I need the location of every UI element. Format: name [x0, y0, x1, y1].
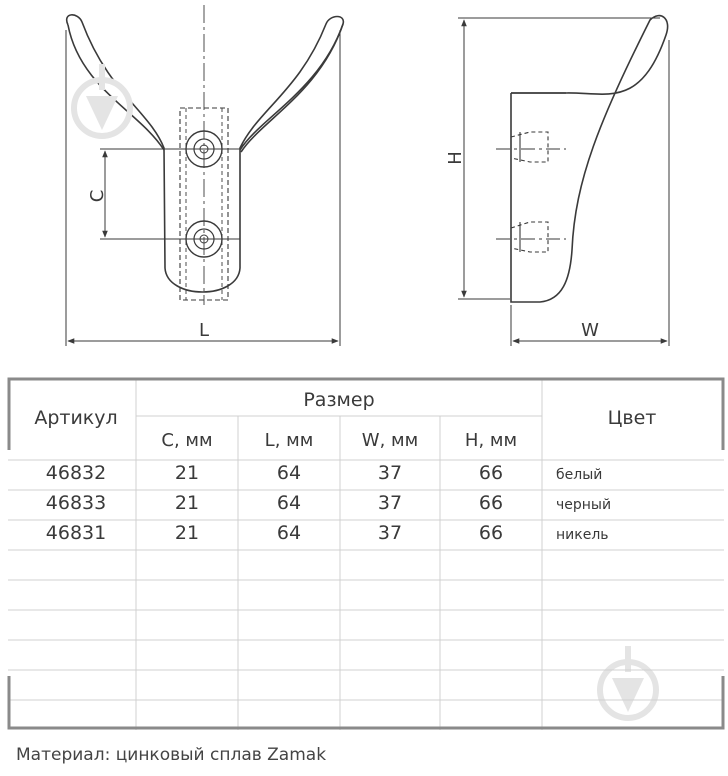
- cell-l: 64: [276, 462, 302, 484]
- header-article: Артикул: [34, 407, 118, 429]
- watermark-logo-icon: [68, 58, 136, 148]
- header-l: L, мм: [264, 430, 314, 451]
- cell-c: 21: [174, 462, 200, 484]
- side-view: [496, 16, 668, 302]
- cell-article: 46832: [45, 462, 107, 484]
- cell-h: 66: [478, 492, 504, 514]
- cell-article: 46831: [45, 522, 107, 544]
- dimension-c: [100, 149, 240, 239]
- cell-c: 21: [174, 522, 200, 544]
- hook-front-outline: [67, 15, 344, 292]
- front-view: [67, 5, 344, 305]
- table-row: [46, 492, 611, 514]
- cell-h: 66: [478, 522, 504, 544]
- header-c: C, мм: [161, 430, 213, 451]
- material-note: Материал: цинковый сплав Zamak: [16, 745, 327, 765]
- cell-article: 46833: [45, 492, 107, 514]
- cell-c: 21: [174, 492, 200, 514]
- cell-l: 64: [276, 492, 302, 514]
- cell-w: 37: [377, 522, 403, 544]
- dimension-w: [511, 40, 669, 346]
- hook-side-outline: [511, 16, 668, 302]
- header-h: H, мм: [464, 430, 518, 451]
- header-w: W, мм: [361, 430, 419, 451]
- cell-color: белый: [556, 467, 603, 483]
- cell-w: 37: [377, 462, 403, 484]
- table-row: [46, 522, 609, 544]
- technical-drawing: [0, 0, 728, 360]
- header-size: Размер: [303, 389, 375, 411]
- dimension-label-w: W: [581, 320, 599, 341]
- cell-color: черный: [556, 497, 612, 513]
- cell-color: никель: [556, 527, 609, 543]
- cell-w: 37: [377, 492, 403, 514]
- cell-h: 66: [478, 462, 504, 484]
- dimension-label-l: L: [198, 320, 210, 341]
- table-row: [46, 462, 603, 484]
- cell-l: 64: [276, 522, 302, 544]
- dimension-label-c: C: [87, 189, 108, 203]
- spec-table: [0, 376, 728, 736]
- dimension-label-h: H: [445, 151, 466, 165]
- header-color: Цвет: [607, 407, 657, 429]
